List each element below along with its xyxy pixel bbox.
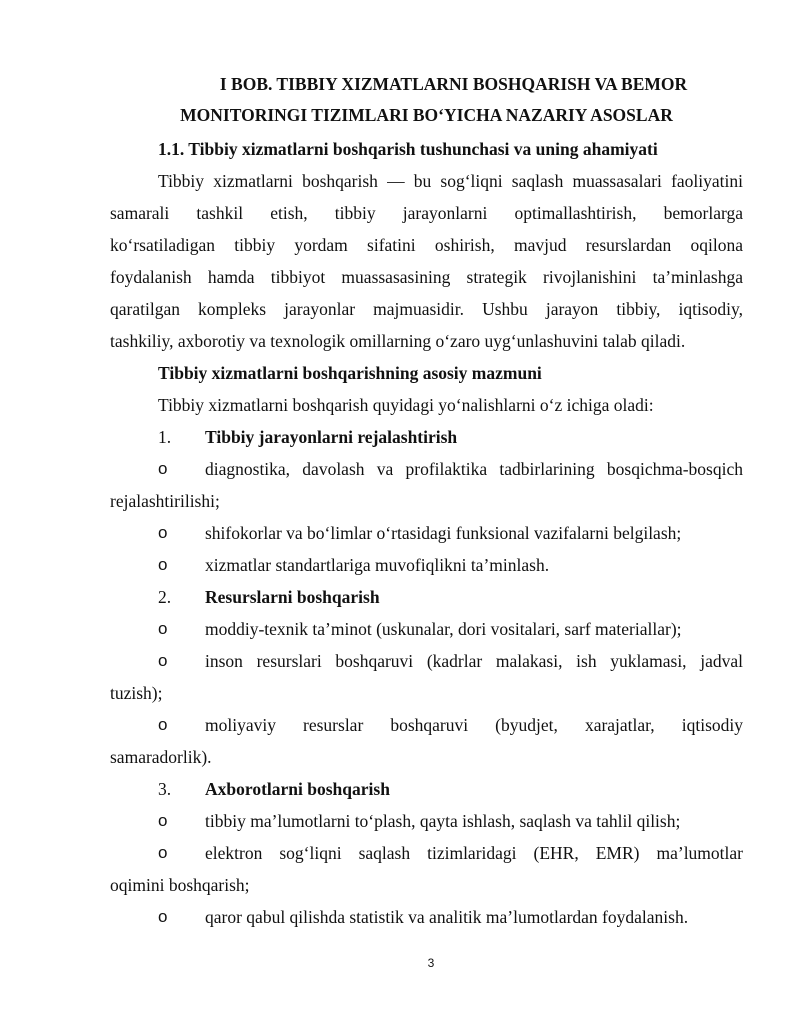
list-item: diagnostika, davolash va profilaktika tadbirlarining bosqichma-bosqich bbox=[205, 459, 743, 479]
intro-line-2: samarali tashkil etish, tibbiy jarayonlarni optimallashtirish, bemorlarga bbox=[110, 203, 743, 223]
section-number: 3. bbox=[158, 779, 172, 799]
bullet-marker: o bbox=[158, 459, 168, 478]
list-item: moddiy-texnik ta’minot (uskunalar, dori vositalari, sarf materiallar); bbox=[205, 619, 682, 639]
subheading: Tibbiy xizmatlarni boshqarishning asosiy mazmuni bbox=[158, 363, 542, 383]
intro-line-4: foydalanish hamda tibbiyot muassasasining strategik rivojlanishini ta’minlashga bbox=[110, 267, 743, 287]
section-number: 2. bbox=[158, 587, 172, 607]
bullet-marker: o bbox=[158, 907, 168, 926]
bullet-marker: o bbox=[158, 651, 168, 670]
list-item: tibbiy ma’lumotlarni to‘plash, qayta ishlash, saqlash va tahlil qilish; bbox=[205, 811, 681, 831]
section-heading: 1.1. Tibbiy xizmatlarni boshqarish tushunchasi va uning ahamiyati bbox=[158, 139, 658, 159]
intro-line-1: Tibbiy xizmatlarni boshqarish — bu sog‘liqni saqlash muassasalari faoliyatini bbox=[158, 171, 743, 191]
chapter-title-line-1: I BOB. TIBBIY XIZMATLARNI BOSHQARISH VA BEMOR bbox=[219, 74, 688, 94]
list-item: moliyaviy resurslar boshqaruvi (byudjet, xarajatlar, iqtisodiy bbox=[205, 715, 743, 735]
list-item: inson resurslari boshqaruvi (kadrlar malakasi, ish yuklamasi, jadval bbox=[205, 651, 743, 671]
chapter-title-line-2: MONITORINGI TIZIMLARI BO‘YICHA NAZARIY ASOSLAR bbox=[180, 105, 673, 125]
bullet-marker: o bbox=[158, 555, 168, 574]
section-title: Tibbiy jarayonlarni rejalashtirish bbox=[205, 427, 458, 447]
intro-line-6: tashkiliy, axborotiy va texnologik omillarning o‘zaro uyg‘unlashuvini talab qiladi. bbox=[110, 331, 686, 351]
bullet-marker: o bbox=[158, 715, 168, 734]
intro-line-5: qaratilgan kompleks jarayonlar majmuasidir. Ushbu jarayon tibbiy, iqtisodiy, bbox=[110, 299, 743, 319]
page-number: 3 bbox=[427, 956, 435, 970]
list-item-continuation: rejalashtirilishi; bbox=[110, 491, 220, 511]
lead-sentence: Tibbiy xizmatlarni boshqarish quyidagi yo‘nalishlarni o‘z ichiga oladi: bbox=[158, 395, 654, 415]
list-item: xizmatlar standartlariga muvofiqlikni ta’minlash. bbox=[205, 555, 550, 575]
section-title: Axborotlarni boshqarish bbox=[205, 779, 390, 799]
list-item-continuation: oqimini boshqarish; bbox=[110, 875, 250, 895]
section-title: Resurslarni boshqarish bbox=[205, 587, 380, 607]
section-number: 1. bbox=[158, 427, 172, 447]
list-item-continuation: tuzish); bbox=[110, 683, 163, 703]
list-item: shifokorlar va bo‘limlar o‘rtasidagi funksional vazifalarni belgilash; bbox=[205, 523, 682, 543]
bullet-marker: o bbox=[158, 843, 168, 862]
bullet-marker: o bbox=[158, 523, 168, 542]
intro-line-3: ko‘rsatiladigan tibbiy yordam sifatini oshirish, mavjud resurslardan oqilona bbox=[110, 235, 743, 255]
list-item: elektron sog‘liqni saqlash tizimlaridagi (EHR, EMR) ma’lumotlar bbox=[205, 843, 743, 863]
bullet-marker: o bbox=[158, 811, 168, 830]
list-item: qaror qabul qilishda statistik va analitik ma’lumotlardan foydalanish. bbox=[205, 907, 689, 927]
bullet-marker: o bbox=[158, 619, 168, 638]
list-item-continuation: samaradorlik). bbox=[110, 747, 212, 767]
